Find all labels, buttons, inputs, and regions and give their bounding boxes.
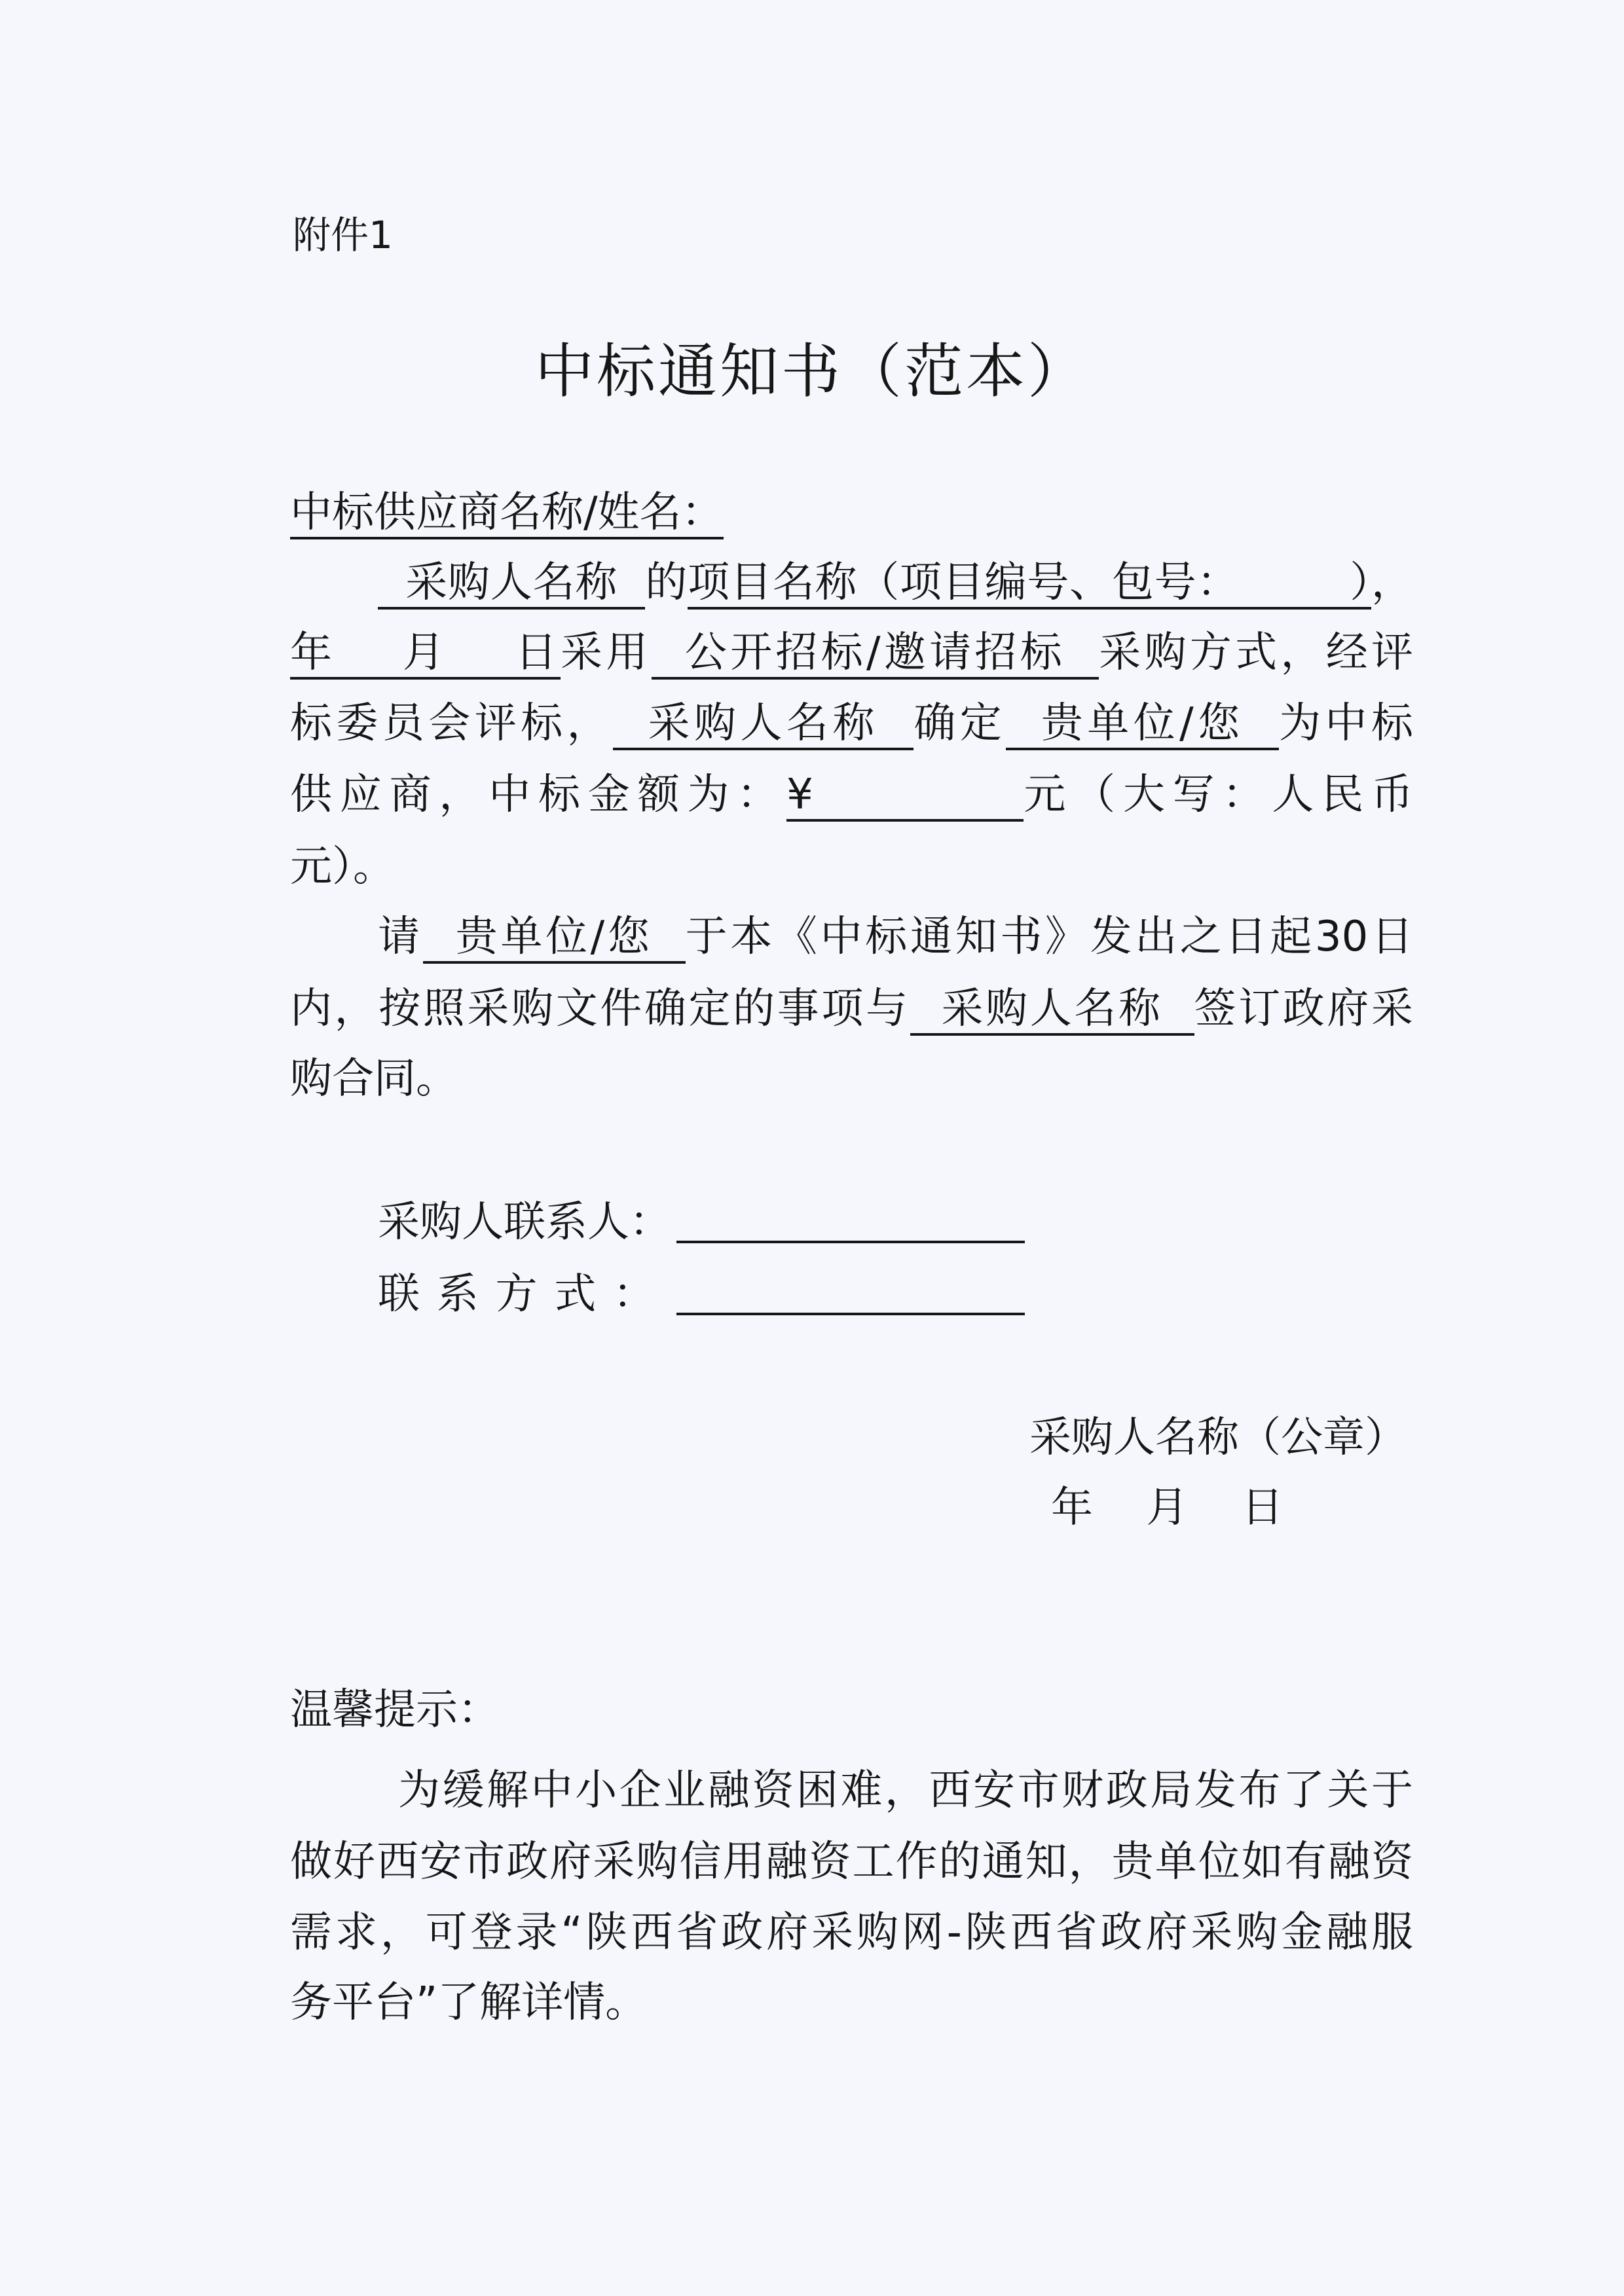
tips-line: 务平台”了解详情。 [290,1978,648,2027]
body-line [290,769,1413,821]
contact-method-blank [676,1313,1025,1315]
body-line [290,1053,1413,1105]
body-line [290,983,1413,1035]
body-text: 内，按照采购文件确定的事项与 [290,985,910,1033]
contact-method-label: 联 系 方 式 ： [378,1270,655,1319]
tips-line: 做好西安市政府采购信用融资工作的通知，贵单位如有融资 [290,1838,1413,1886]
body-text: 于本《中标通知书》发出之日起30日 [685,913,1414,961]
body-text: ， [1371,558,1414,607]
body-text: 签订政府采 [1194,985,1414,1033]
underlined-field: 贵单位/您 [423,913,686,964]
underlined-field: 中标供应商名称/姓名： [290,488,724,539]
signature-date: 年 月 日 [1051,1484,1283,1532]
body-text: 供应商，中标金额为： [290,771,787,819]
body-line [290,627,1413,679]
body-line [378,556,1413,609]
body-text: 请 [378,913,423,961]
body-text: 元）。 [290,843,395,891]
underlined-field: 年 月 日 [290,629,561,680]
attachment-label: 附件1 [293,213,393,257]
body-text: 采购方式，经评 [1099,629,1414,677]
body-line [290,841,1413,893]
body-text: 购合同。 [290,1055,458,1103]
document-title: 中标通知书（范本） [535,337,1089,406]
underlined-field: 采购人名称 [613,699,913,750]
underlined-field: 采购人名称 [378,558,645,610]
underlined-field: 采购人名称 [910,985,1194,1036]
purchaser-seal: 采购人名称（公章） [1029,1413,1407,1462]
body-line [290,697,1413,750]
underlined-field: 公开招标/邀请招标 [652,629,1099,680]
body-text: 采用 [560,629,652,677]
body-text: 为中标 [1279,699,1413,748]
underlined-field: 贵单位/您 [1006,699,1279,750]
tips-heading: 温馨提示： [290,1686,500,1734]
body-line [290,486,1413,539]
underlined-field: 项目名称（项目编号、包号： ） [688,558,1371,610]
tips-line: 为缓解中小企业融资困难，西安市财政局发布了关于 [398,1766,1413,1815]
tips-line: 需求，可登录“陕西省政府采购网-陕西省政府采购金融服 [290,1908,1413,1957]
body-text: 标委员会评标， [290,699,614,748]
body-text: 确定 [913,699,1006,748]
body-text: 的 [645,558,688,607]
contact-person-label: 采购人联系人： [378,1198,671,1247]
underlined-field: ¥ [786,771,1024,822]
contact-person-blank [676,1241,1025,1243]
body-text: 元（大写：人民币 [1024,771,1414,819]
body-line [378,911,1413,963]
